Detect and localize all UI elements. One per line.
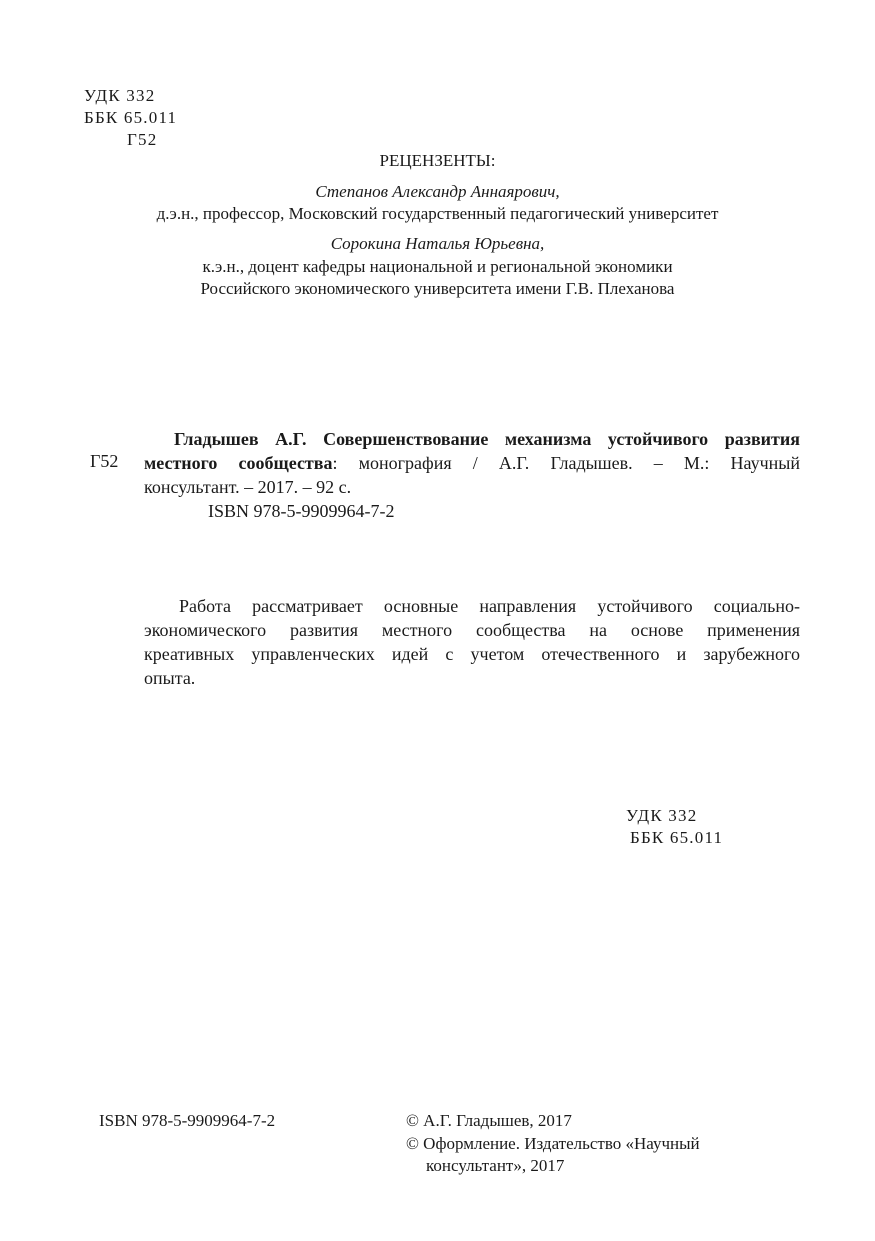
footer-isbn: ISBN 978-5-9909964-7-2 [99,1111,276,1130]
bibliographic-rest-2: : монография / А.Г. Гладышев. – М.: Научный [332,453,801,473]
bibliographic-description [144,427,800,523]
reviewer1-details: д.э.н., профессор, Московский государственный педагогический университет [156,204,719,223]
udk-code-bottom: УДК 332 [626,806,698,825]
abstract-line4: опыта. [144,668,196,688]
copyright-design-line1: © Оформление. Издательство «Научный [406,1134,700,1153]
bibliographic-line3: консультант. – 2017. – 92 с. [144,477,352,497]
abstract-line2: экономического развития местного сообщества на основе применения [144,620,800,640]
bibliographic-title-bold-2: местного сообщества [144,453,333,473]
bibliographic-isbn: ISBN 978-5-9909964-7-2 [208,501,395,521]
copyright-design-line2: консультант», 2017 [426,1156,565,1175]
reviewer2-line1: к.э.н., доцент кафедры национальной и региональной экономики [202,257,673,276]
bibliographic-title-bold-1: Гладышев А.Г. Совершенствование механизма устойчивого развития [174,429,800,449]
reviewer2-name: Сорокина Наталья Юрьевна, [330,234,545,253]
reviewer2-line2: Российского экономического университета имени Г.В. Плеханова [200,279,675,298]
bibliographic-line2 [144,451,800,475]
author-mark-bibliographic: Г52 [90,451,119,471]
udk-code-top: УДК 332 [84,86,156,105]
bbk-code-top: ББК 65.011 [84,108,178,127]
reviewers-heading: РЕЦЕНЗЕНТЫ: [379,151,496,170]
reviewer1-name: Степанов Александр Аннаярович, [315,182,560,201]
bibliographic-line1 [144,427,800,451]
abstract-line3: креативных управленческих идей с учетом отечественного и зарубежного [144,644,800,664]
abstract-line1: Работа рассматривает основные направления устойчивого социально- [179,596,800,616]
bbk-code-bottom: ББК 65.011 [630,828,724,847]
author-mark-top: Г52 [127,130,158,149]
abstract-paragraph [144,594,800,690]
copyright-author: © А.Г. Гладышев, 2017 [406,1111,572,1130]
